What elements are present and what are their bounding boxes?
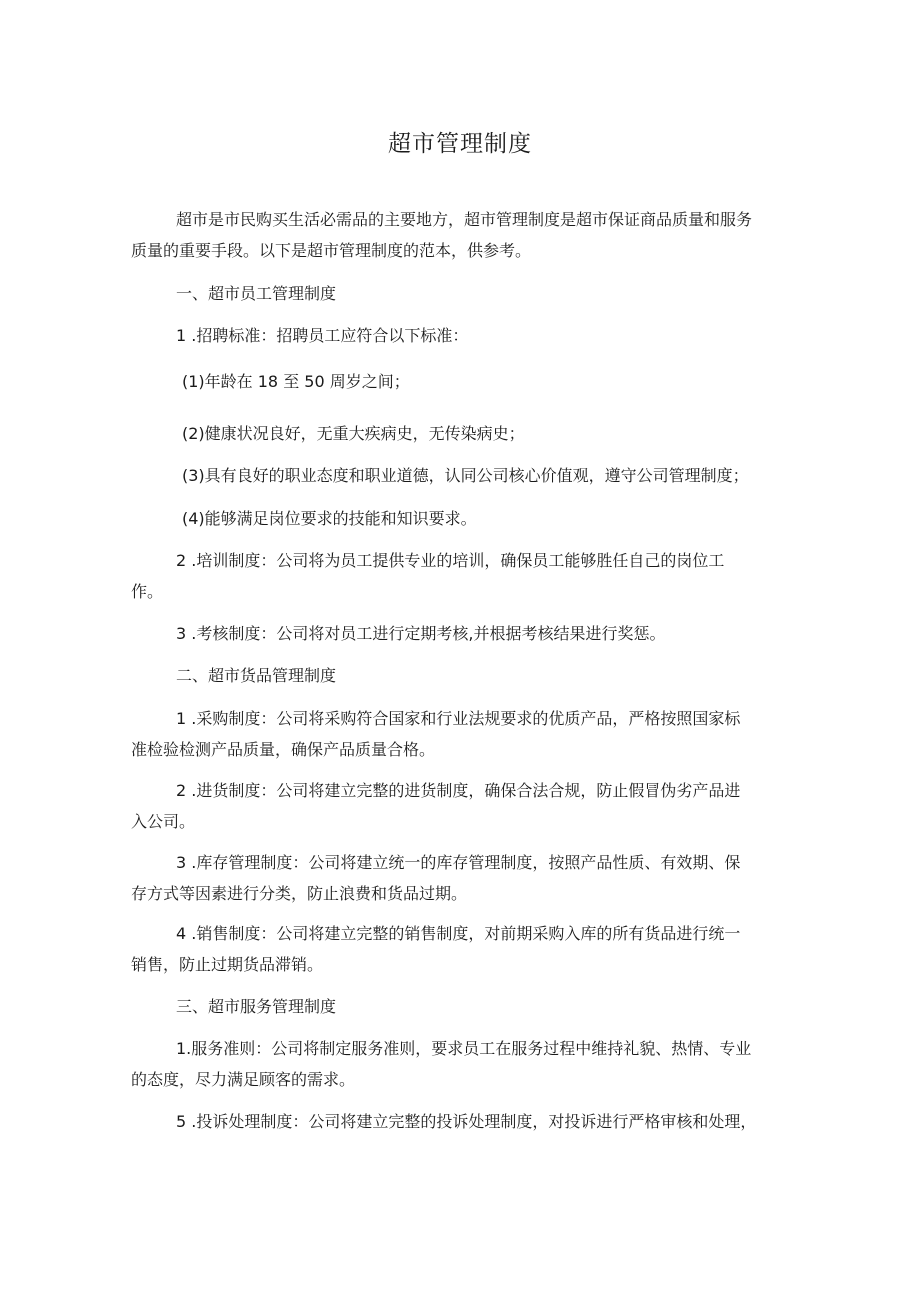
paragraph	[131, 1106, 793, 1137]
paragraph	[131, 545, 793, 607]
list-item	[131, 460, 793, 491]
paragraph-line: 2 .培训制度：公司将为员工提供专业的培训，确保员工能够胜任自己的岗位工	[176, 551, 725, 570]
paragraph-line: 5 .投诉处理制度：公司将建立完整的投诉处理制度，对投诉进行严格审核和处理，	[176, 1112, 757, 1131]
section-heading	[131, 991, 793, 1022]
paragraph	[131, 1033, 793, 1095]
paragraph-line: 作。	[131, 582, 164, 601]
paragraph	[131, 775, 793, 837]
paragraph-line: 3 .库存管理制度：公司将建立统一的库存管理制度，按照产品性质、有效期、保	[176, 853, 741, 872]
list-item	[131, 366, 793, 397]
paragraph	[131, 320, 793, 351]
paragraph-line: 超市是市民购买生活必需品的主要地方，超市管理制度是超市保证商品质量和服务	[176, 210, 753, 229]
paragraph-line: 入公司。	[131, 812, 196, 831]
section-heading	[131, 660, 793, 691]
paragraph-line: 1 .采购制度：公司将采购符合国家和行业法规要求的优质产品，严格按照国家标	[176, 709, 741, 728]
paragraph	[131, 918, 793, 980]
document-title: 超市管理制度	[388, 131, 532, 157]
section-heading-text: 一、超市员工管理制度	[176, 284, 337, 303]
paragraph-line: 1.服务准则：公司将制定服务准则，要求员工在服务过程中维持礼貌、热情、专业	[176, 1039, 752, 1058]
list-item	[131, 503, 793, 534]
list-item-text: (2)健康状况良好，无重大疾病史，无传染病史；	[182, 424, 525, 443]
section-heading	[131, 278, 793, 309]
paragraph-line: 质量的重要手段。以下是超市管理制度的范本，供参考。	[131, 241, 532, 260]
paragraph-line: 销售，防止过期货品滞销。	[131, 955, 324, 974]
paragraph-line: 2 .进货制度：公司将建立完整的进货制度，确保合法合规，防止假冒伪劣产品进	[176, 781, 741, 800]
paragraph	[131, 618, 793, 649]
list-item-text: (3)具有良好的职业态度和职业道德，认同公司核心价值观，遵守公司管理制度；	[182, 466, 749, 485]
section-heading-text: 三、超市服务管理制度	[176, 997, 337, 1016]
paragraph-line: 4 .销售制度：公司将建立完整的销售制度，对前期采购入库的所有货品进行统一	[176, 924, 741, 943]
list-item-text: (4)能够满足岗位要求的技能和知识要求。	[182, 509, 477, 528]
list-item	[131, 418, 793, 449]
paragraph	[131, 847, 793, 909]
section-heading-text: 二、超市货品管理制度	[176, 666, 337, 685]
paragraph-line: 准检验检测产品质量，确保产品质量合格。	[131, 740, 436, 759]
paragraph-line: 3 .考核制度：公司将对员工进行定期考核,并根据考核结果进行奖惩。	[176, 624, 666, 643]
paragraph-intro	[131, 204, 793, 266]
paragraph-line: 1 .招聘标准：招聘员工应符合以下标准：	[176, 326, 469, 345]
paragraph	[131, 703, 793, 765]
paragraph-line: 的态度，尽力满足顾客的需求。	[131, 1070, 356, 1089]
paragraph-line: 存方式等因素进行分类，防止浪费和货品过期。	[131, 884, 468, 903]
list-item-text: (1)年龄在 18 至 50 周岁之间；	[182, 372, 410, 391]
